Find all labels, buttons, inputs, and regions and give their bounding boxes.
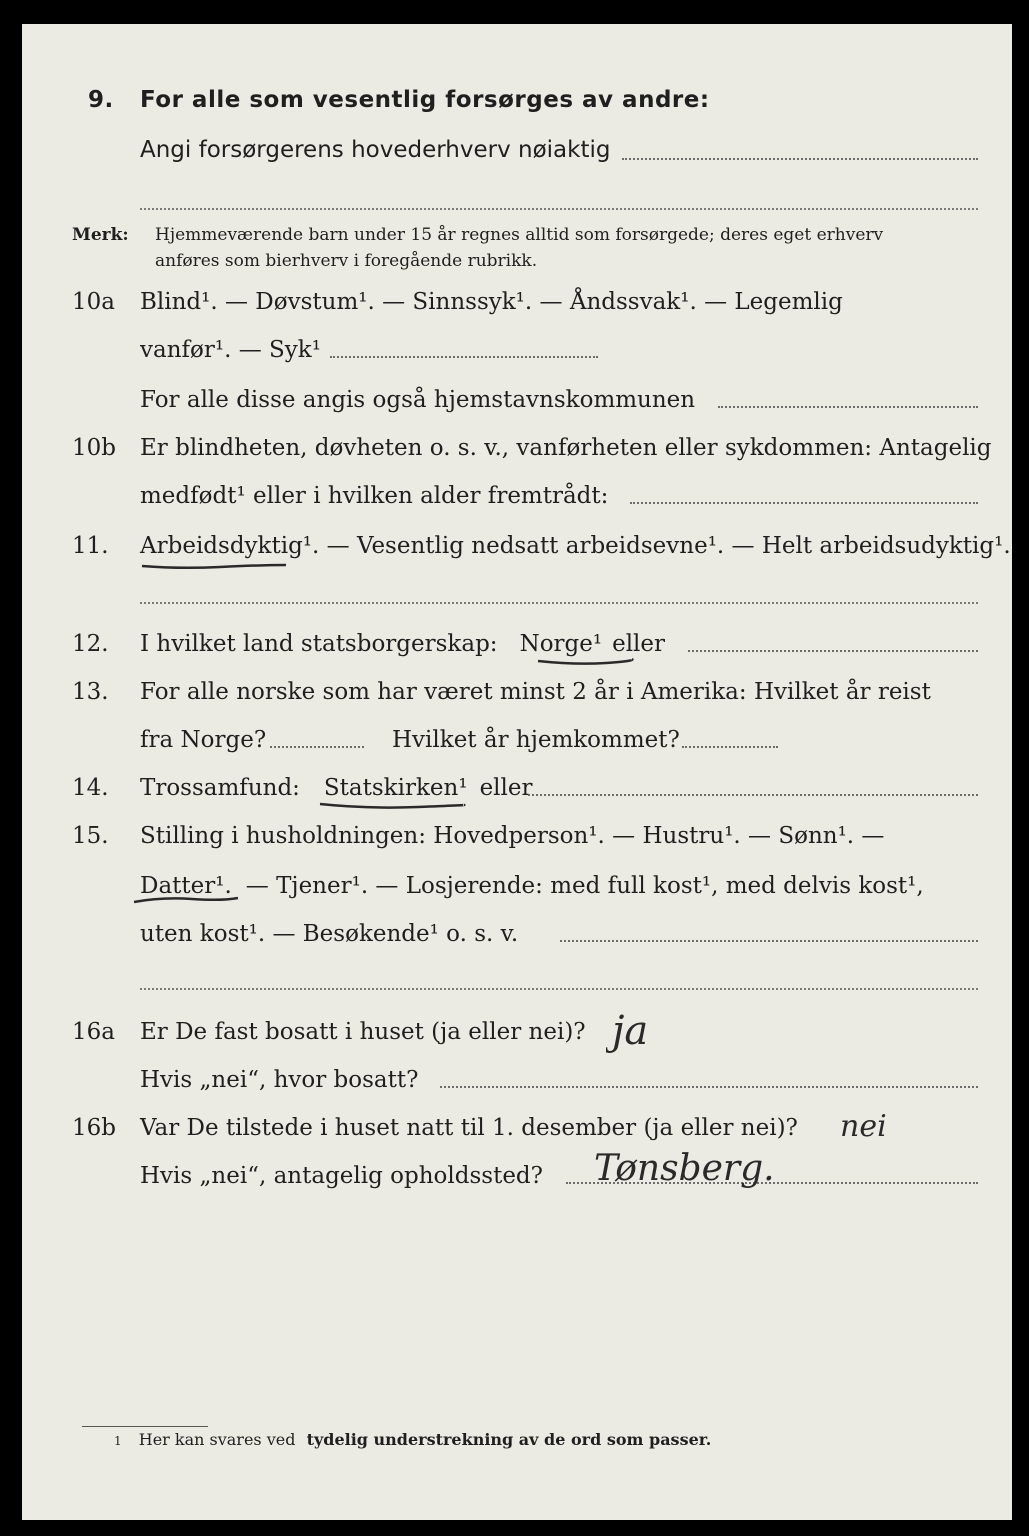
q15-line1: Stilling i husholdningen: Hovedperson¹. — Hustru¹. — Sønn¹. — <box>140 823 885 849</box>
q10b-age-field[interactable] <box>630 502 978 504</box>
q9-number: 9. <box>88 87 114 113</box>
q12-other-country-field[interactable] <box>688 650 978 652</box>
q10a-line3: For alle disse angis også hjemstavnskommunen <box>140 387 696 413</box>
q16b-line2: Hvis „nei“, antagelig opholdssted? <box>140 1163 543 1189</box>
q16a-residence-field[interactable] <box>440 1086 978 1088</box>
q16b-answer-nei-text: nei <box>840 1109 887 1144</box>
merk-label: Merk: <box>72 225 129 245</box>
footnote-rule <box>82 1426 208 1427</box>
q14-option-statskirken[interactable]: Statskirken¹ <box>323 775 468 801</box>
q16b-line1: Var De tilstede i huset natt til 1. desember (ja eller nei)? <box>140 1115 798 1141</box>
q14-suffix: eller <box>479 775 533 801</box>
q10b-row2 <box>0 476 1029 516</box>
q10a-line1: Blind¹. — Døvstum¹. — Sinnssyk¹. — Åndssvak¹. — Legemlig <box>140 289 843 315</box>
q16a-row1 <box>0 1012 1029 1052</box>
footnote-mark: 1 <box>114 1434 122 1448</box>
q10b-line1: Er blindheten, døvheten o. s. v., vanførheten eller sykdommen: Antagelig <box>140 435 992 461</box>
q14-other-faith-field[interactable] <box>528 794 978 796</box>
q11-underline-mark <box>140 560 290 572</box>
q10a-row1 <box>0 282 1029 322</box>
q13-row1 <box>0 672 1029 712</box>
q15-extra-field[interactable] <box>140 988 978 990</box>
q16a-line2: Hvis „nei“, hvor bosatt? <box>140 1067 419 1093</box>
q15-row1 <box>0 816 1029 856</box>
q12-underline-mark <box>536 656 636 668</box>
q16a-line1: Er De fast bosatt i huset (ja eller nei)? <box>140 1019 586 1045</box>
q16b-answer-nei[interactable] <box>836 1106 956 1146</box>
q10a-home-municipality-field[interactable] <box>718 406 978 408</box>
q10b-row1 <box>0 428 1029 468</box>
q15-number: 15. <box>72 823 109 849</box>
q9-extra-field[interactable] <box>140 208 978 210</box>
q9-provider-field[interactable] <box>622 158 978 160</box>
footnote-bold: tydelig understrekning av de ord som passer. <box>306 1430 712 1449</box>
q16b-number: 16b <box>72 1115 116 1141</box>
q10b-line2: medfødt¹ eller i hvilken alder fremtrådt: <box>140 483 609 509</box>
q14-text <box>140 774 533 802</box>
q15-underline-mark <box>132 894 242 906</box>
q14-row1 <box>0 768 1029 808</box>
q15-option-datter[interactable]: Datter¹. <box>140 873 232 899</box>
q10a-line2: vanfør¹. — Syk¹ <box>140 337 321 363</box>
q12-row1 <box>0 624 1029 664</box>
q13-departure-year-field[interactable] <box>270 746 364 748</box>
q9-row2 <box>0 130 1029 170</box>
q11-extra-field[interactable] <box>140 602 978 604</box>
q15-row3 <box>0 914 1029 954</box>
q10a-row2 <box>0 330 1029 370</box>
q11-line1: Arbeidsdyktig¹. — Vesentlig nedsatt arbeidsevne¹. — Helt arbeidsudyktig¹. <box>140 533 1011 559</box>
q16b-answer-location[interactable] <box>590 1140 830 1220</box>
q12-number: 12. <box>72 631 109 657</box>
q10a-number: 10a <box>72 289 115 315</box>
q12-option-norge[interactable]: Norge¹ <box>519 631 603 657</box>
q14-prefix: Trossamfund: <box>140 775 300 801</box>
q16a-row2 <box>0 1060 1029 1100</box>
q13-return-year-field[interactable] <box>682 746 778 748</box>
footnote-plain: Her kan svares ved <box>138 1430 296 1449</box>
q9-row1 <box>0 80 1029 120</box>
q16b-row2 <box>0 1156 1029 1196</box>
q9-provider-label: Angi forsørgerens hovederhverv nøiaktig <box>140 137 611 163</box>
q16a-answer-text: ja <box>612 1008 649 1054</box>
q14-underline-mark <box>318 800 468 812</box>
q12-prefix: I hvilket land statsborgerskap: <box>140 631 498 657</box>
footnote <box>114 1430 711 1449</box>
q13-line2b: Hvilket år hjemkommet? <box>392 727 680 753</box>
q13-number: 13. <box>72 679 109 705</box>
merk-line1: Hjemmeværende barn under 15 år regnes alltid som forsørgede; deres eget erhverv <box>155 225 884 245</box>
q10b-number: 10b <box>72 435 116 461</box>
q10a-row3 <box>0 380 1029 420</box>
q13-line1: For alle norske som har været minst 2 år i Amerika: Hvilket år reist <box>140 679 931 705</box>
q15-line3: uten kost¹. — Besøkende¹ o. s. v. <box>140 921 519 947</box>
q15-line2 <box>140 872 924 900</box>
q9-heading: For alle som vesentlig forsørges av andre: <box>140 87 710 113</box>
q16a-number: 16a <box>72 1019 115 1045</box>
q15-line2-rest: — Tjener¹. — Losjerende: med full kost¹, med delvis kost¹, <box>245 873 924 899</box>
q12-suffix: eller <box>612 631 666 657</box>
q10a-sick-field[interactable] <box>330 356 598 358</box>
q13-line2a: fra Norge? <box>140 727 267 753</box>
q11-number: 11. <box>72 533 109 559</box>
q12-text <box>140 630 665 658</box>
merk-line2: anføres som bierhverv i foregående rubrikk. <box>155 251 538 271</box>
q13-row2 <box>0 720 1029 760</box>
q15-other-field[interactable] <box>560 940 978 942</box>
q14-number: 14. <box>72 775 109 801</box>
q16b-answer-location-text: Tønsberg. <box>594 1148 775 1189</box>
